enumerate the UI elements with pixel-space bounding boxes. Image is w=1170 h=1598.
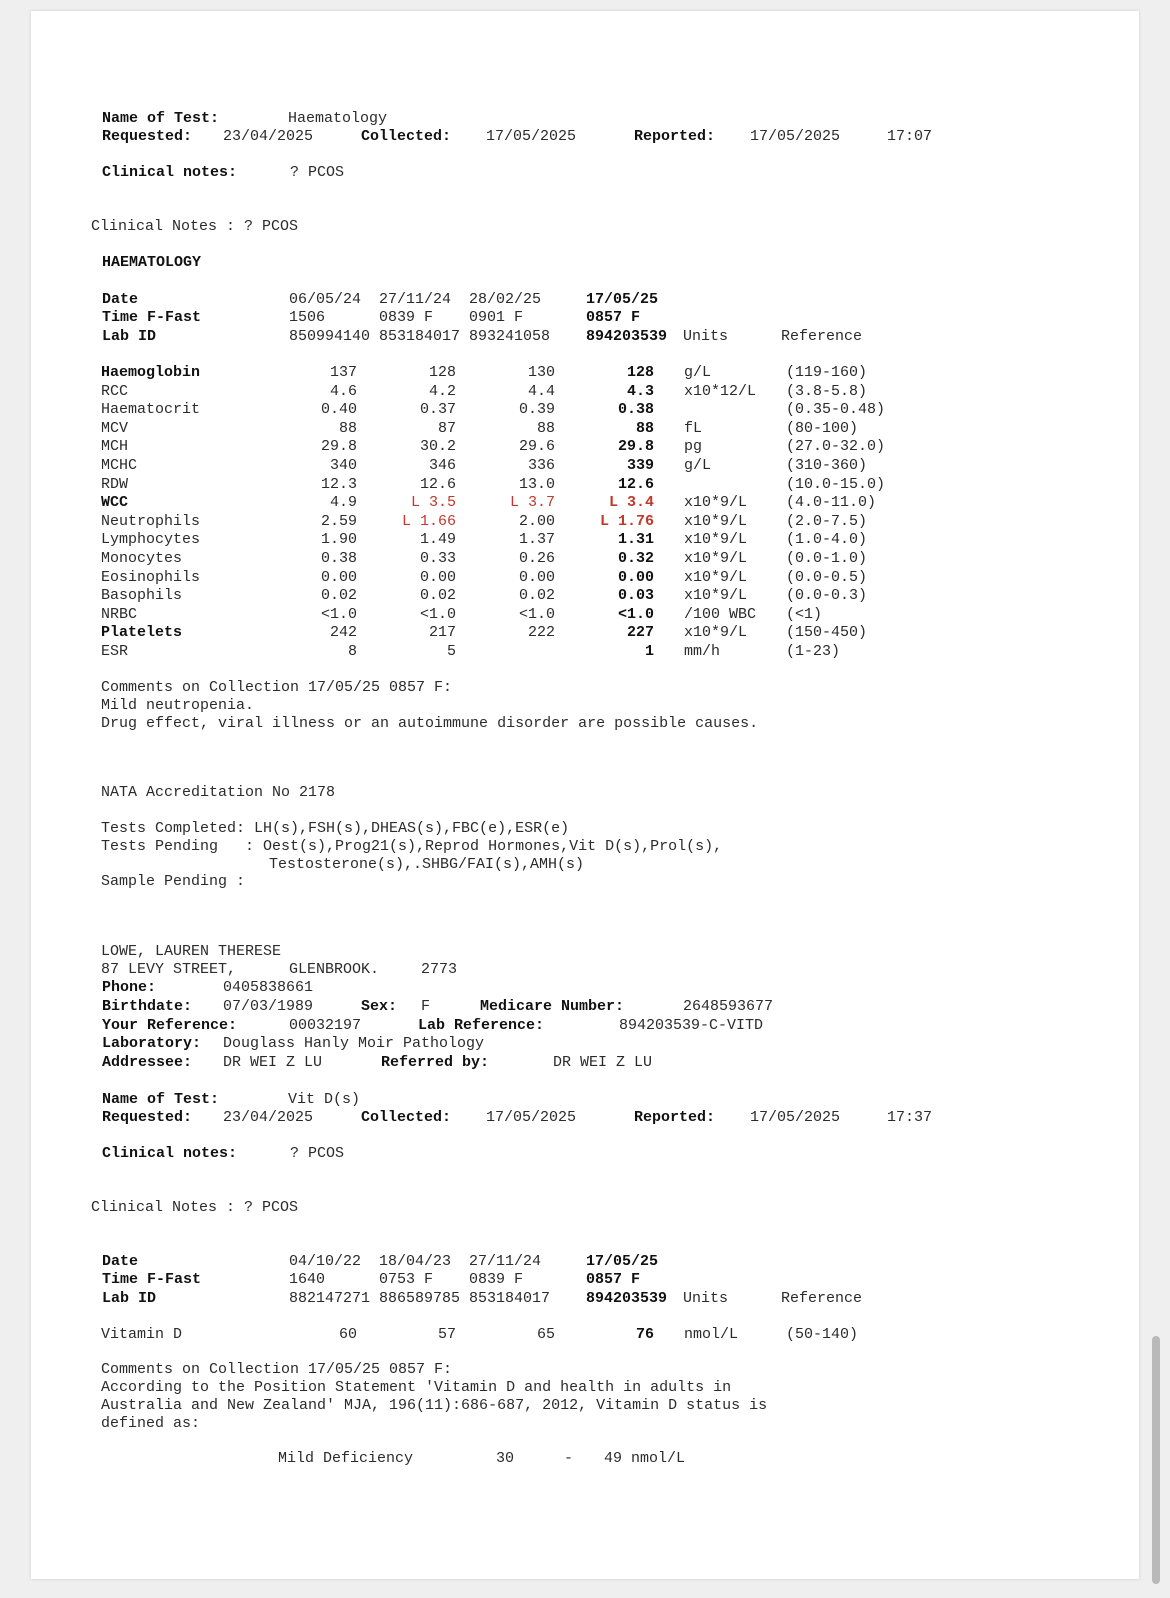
value-current: 0.38 [617,401,654,418]
unit: x10*9/L [684,624,748,641]
value-1: 88 [338,420,357,437]
deficiency-high: 49 nmol/L [604,1450,686,1467]
addressee-label: Addressee: [102,1054,193,1071]
lab-reference-label: Lab Reference: [418,1017,545,1034]
tests-pending: Tests Pending : Oest(s),Prog21(s),Reprod Hormones,Vit D(s),Prol(s), [101,838,723,855]
laboratory-label: Laboratory: [102,1035,202,1052]
value-1: 4.9 [329,494,357,511]
value-2: L 1.66 [401,513,456,530]
time-label: Time F-Fast [102,1271,202,1288]
units-header: Units [683,1290,729,1307]
collected-date: 17/05/2025 [486,128,577,145]
reference-range: (<1) [786,606,823,623]
value-1: 0.38 [320,550,357,567]
birthdate-value: 07/03/1989 [223,998,314,1015]
clinical-notes-line: Clinical Notes : ? PCOS [91,218,299,235]
clinical-notes-label: Clinical notes: [102,164,238,181]
unit: fL [684,420,703,437]
value-current: 4.3 [626,383,654,400]
deficiency-dash: - [564,1450,574,1467]
reference-range: (80-100) [786,420,859,437]
medicare-label: Medicare Number: [480,998,625,1015]
unit: x10*9/L [684,513,748,530]
value-current: 128 [626,364,654,381]
analyte-name: ESR [101,643,129,660]
value-current: L 3.4 [608,494,654,511]
analyte-name: Neutrophils [101,513,201,530]
referred-by-label: Referred by: [381,1054,490,1071]
dates-previous: 04/10/22 18/04/23 27/11/24 [289,1253,542,1270]
value-2: 0.33 [419,550,456,567]
value-1: <1.0 [320,606,357,623]
value-1: 12.3 [320,476,357,493]
value-3: 0.02 [518,587,555,604]
value-1: 0.40 [320,401,357,418]
tests-pending-continued: Testosterone(s),.SHBG/FAI(s),AMH(s) [269,856,585,873]
analyte-name: MCHC [101,457,138,474]
value-current: L 1.76 [599,513,654,530]
name-of-test-label: Name of Test: [102,1091,220,1108]
labids-previous: 850994140 853184017 893241058 [289,328,551,345]
date-current: 17/05/25 [586,291,659,308]
vitamin-d-label: Vitamin D [101,1326,183,1343]
unit: x10*9/L [684,550,748,567]
value-current: 339 [626,457,654,474]
clinical-notes-label: Clinical notes: [102,1145,238,1162]
value-current: 88 [635,420,654,437]
reference-range: (4.0-11.0) [786,494,877,511]
value-2: 217 [428,624,456,641]
value-2: <1.0 [419,606,456,623]
value-1: 0.00 [320,569,357,586]
reference-range: (27.0-32.0) [786,438,886,455]
reference-range: (1.0-4.0) [786,531,868,548]
times-previous: 1506 0839 F 0901 F [289,309,524,326]
vitamin-d-value-2: 57 [437,1326,456,1343]
value-2: 87 [437,420,456,437]
reference-range: (0.35-0.48) [786,401,886,418]
reference-range: (0.0-0.5) [786,569,868,586]
value-2: 30.2 [419,438,456,455]
vitamin-d-unit: nmol/L [684,1326,739,1343]
deficiency-low: 30 [496,1450,515,1467]
unit: mm/h [684,643,721,660]
value-3: 88 [536,420,555,437]
comment-line: Drug effect, viral illness or an autoimmune disorder are possible causes. [101,715,759,732]
value-3: 29.6 [518,438,555,455]
patient-postcode: 2773 [421,961,458,978]
vitamin-d-value-current: 76 [635,1326,654,1343]
collected-label: Collected: [361,1109,452,1126]
date-label: Date [102,1253,139,1270]
clinical-notes-value: ? PCOS [290,1145,345,1162]
value-2: 346 [428,457,456,474]
value-2: 0.02 [419,587,456,604]
value-2: 0.00 [419,569,456,586]
value-1: 2.59 [320,513,357,530]
labid-current: 894203539 [586,1290,668,1307]
patient-name: LOWE, LAUREN THERESE [101,943,282,960]
value-2: 0.37 [419,401,456,418]
value-3: 222 [527,624,555,641]
reference-range: (150-450) [786,624,868,641]
value-current: 227 [626,624,654,641]
referred-by-value: DR WEI Z LU [553,1054,653,1071]
reference-header: Reference [781,328,863,345]
phone-label: Phone: [102,979,157,996]
reported-time: 17:37 [887,1109,933,1126]
unit: g/L [684,457,712,474]
analyte-name: RDW [101,476,129,493]
comment-line: Comments on Collection 17/05/25 0857 F: [101,1361,453,1378]
nata-accreditation: NATA Accreditation No 2178 [101,784,336,801]
value-current: 0.32 [617,550,654,567]
labids-previous: 882147271 886589785 853184017 [289,1290,551,1307]
value-3: 13.0 [518,476,555,493]
requested-date: 23/04/2025 [223,128,314,145]
analyte-name: MCH [101,438,129,455]
time-label: Time F-Fast [102,309,202,326]
reference-range: (0.0-1.0) [786,550,868,567]
value-1: 8 [347,643,357,660]
vertical-scrollbar[interactable] [1152,1336,1160,1584]
requested-label: Requested: [102,1109,193,1126]
value-1: 1.90 [320,531,357,548]
value-current: 12.6 [617,476,654,493]
value-current: 1.31 [617,531,654,548]
unit: /100 WBC [684,606,757,623]
value-1: 242 [329,624,357,641]
reference-range: (3.8-5.8) [786,383,868,400]
report-page [31,11,1139,1579]
sex-label: Sex: [361,998,398,1015]
vitamin-d-value-3: 65 [536,1326,555,1343]
addressee-value: DR WEI Z LU [223,1054,323,1071]
reported-date: 17/05/2025 [750,128,841,145]
analyte-name: Monocytes [101,550,183,567]
value-3: 4.4 [527,383,555,400]
analyte-name: MCV [101,420,129,437]
clinical-notes-line: Clinical Notes : ? PCOS [91,1199,299,1216]
value-current: 1 [644,643,654,660]
labid-label: Lab ID [102,1290,157,1307]
patient-address: 87 LEVY STREET, [101,961,237,978]
unit: x10*9/L [684,531,748,548]
comment-line: Comments on Collection 17/05/25 0857 F: [101,679,453,696]
unit: x10*9/L [684,587,748,604]
value-3: L 3.7 [509,494,555,511]
comment-line: According to the Position Statement 'Vitamin D and health in adults in [101,1379,732,1396]
units-header: Units [683,328,729,345]
value-3: 130 [527,364,555,381]
name-of-test-label: Name of Test: [102,110,220,127]
sample-pending: Sample Pending : [101,873,246,890]
value-2: 5 [446,643,456,660]
unit: x10*12/L [684,383,757,400]
value-3: <1.0 [518,606,555,623]
analyte-name: Lymphocytes [101,531,201,548]
time-current: 0857 F [586,1271,641,1288]
reported-time: 17:07 [887,128,933,145]
analyte-name: WCC [101,494,129,511]
requested-date: 23/04/2025 [223,1109,314,1126]
unit: x10*9/L [684,494,748,511]
analyte-name: RCC [101,383,129,400]
analyte-name: Eosinophils [101,569,201,586]
vitamin-d-value-1: 60 [338,1326,357,1343]
sex-value: F [421,998,431,1015]
lab-reference-value: 894203539-C-VITD [619,1017,764,1034]
birthdate-label: Birthdate: [102,998,193,1015]
reference-header: Reference [781,1290,863,1307]
reference-range: (1-23) [786,643,841,660]
labid-label: Lab ID [102,328,157,345]
name-of-test-value: Vit D(s) [288,1091,361,1108]
your-reference-value: 00032197 [289,1017,362,1034]
value-3: 0.00 [518,569,555,586]
time-current: 0857 F [586,309,641,326]
unit: x10*9/L [684,569,748,586]
value-current: 29.8 [617,438,654,455]
unit: pg [684,438,703,455]
unit: g/L [684,364,712,381]
comment-line: defined as: [101,1415,201,1432]
value-3: 0.39 [518,401,555,418]
dates-previous: 06/05/24 27/11/24 28/02/25 [289,291,542,308]
value-2: 128 [428,364,456,381]
reference-range: (119-160) [786,364,868,381]
analyte-name: Haemoglobin [101,364,201,381]
comment-line: Mild neutropenia. [101,697,255,714]
reference-range: (2.0-7.5) [786,513,868,530]
value-1: 137 [329,364,357,381]
your-reference-label: Your Reference: [102,1017,238,1034]
laboratory-value: Douglass Hanly Moir Pathology [223,1035,485,1052]
value-2: 4.2 [428,383,456,400]
reference-range: (10.0-15.0) [786,476,886,493]
collected-label: Collected: [361,128,452,145]
value-3: 336 [527,457,555,474]
tests-completed: Tests Completed: LH(s),FSH(s),DHEAS(s),FBC(e),ESR(e) [101,820,570,837]
patient-suburb: GLENBROOK. [289,961,380,978]
comment-line: Australia and New Zealand' MJA, 196(11):686-687, 2012, Vitamin D status is [101,1397,768,1414]
requested-label: Requested: [102,128,193,145]
medicare-value: 2648593677 [683,998,774,1015]
analyte-name: Platelets [101,624,183,641]
reference-range: (310-360) [786,457,868,474]
collected-date: 17/05/2025 [486,1109,577,1126]
reported-label: Reported: [634,1109,716,1126]
value-1: 0.02 [320,587,357,604]
labid-current: 894203539 [586,328,668,345]
clinical-notes-value: ? PCOS [290,164,345,181]
value-1: 29.8 [320,438,357,455]
value-1: 4.6 [329,383,357,400]
value-2: 1.49 [419,531,456,548]
reference-range: (0.0-0.3) [786,587,868,604]
value-3: 2.00 [518,513,555,530]
value-3: 0.26 [518,550,555,567]
analyte-name: NRBC [101,606,138,623]
date-label: Date [102,291,139,308]
name-of-test-value: Haematology [288,110,388,127]
value-1: 340 [329,457,357,474]
value-current: 0.00 [617,569,654,586]
section-title: HAEMATOLOGY [102,254,202,271]
value-2: 12.6 [419,476,456,493]
value-current: <1.0 [617,606,654,623]
date-current: 17/05/25 [586,1253,659,1270]
reported-label: Reported: [634,128,716,145]
value-2: L 3.5 [410,494,456,511]
vitamin-d-reference: (50-140) [786,1326,859,1343]
reported-date: 17/05/2025 [750,1109,841,1126]
analyte-name: Basophils [101,587,183,604]
deficiency-label: Mild Deficiency [278,1450,414,1467]
times-previous: 1640 0753 F 0839 F [289,1271,524,1288]
value-current: 0.03 [617,587,654,604]
phone-value: 0405838661 [223,979,314,996]
analyte-name: Haematocrit [101,401,201,418]
value-3: 1.37 [518,531,555,548]
